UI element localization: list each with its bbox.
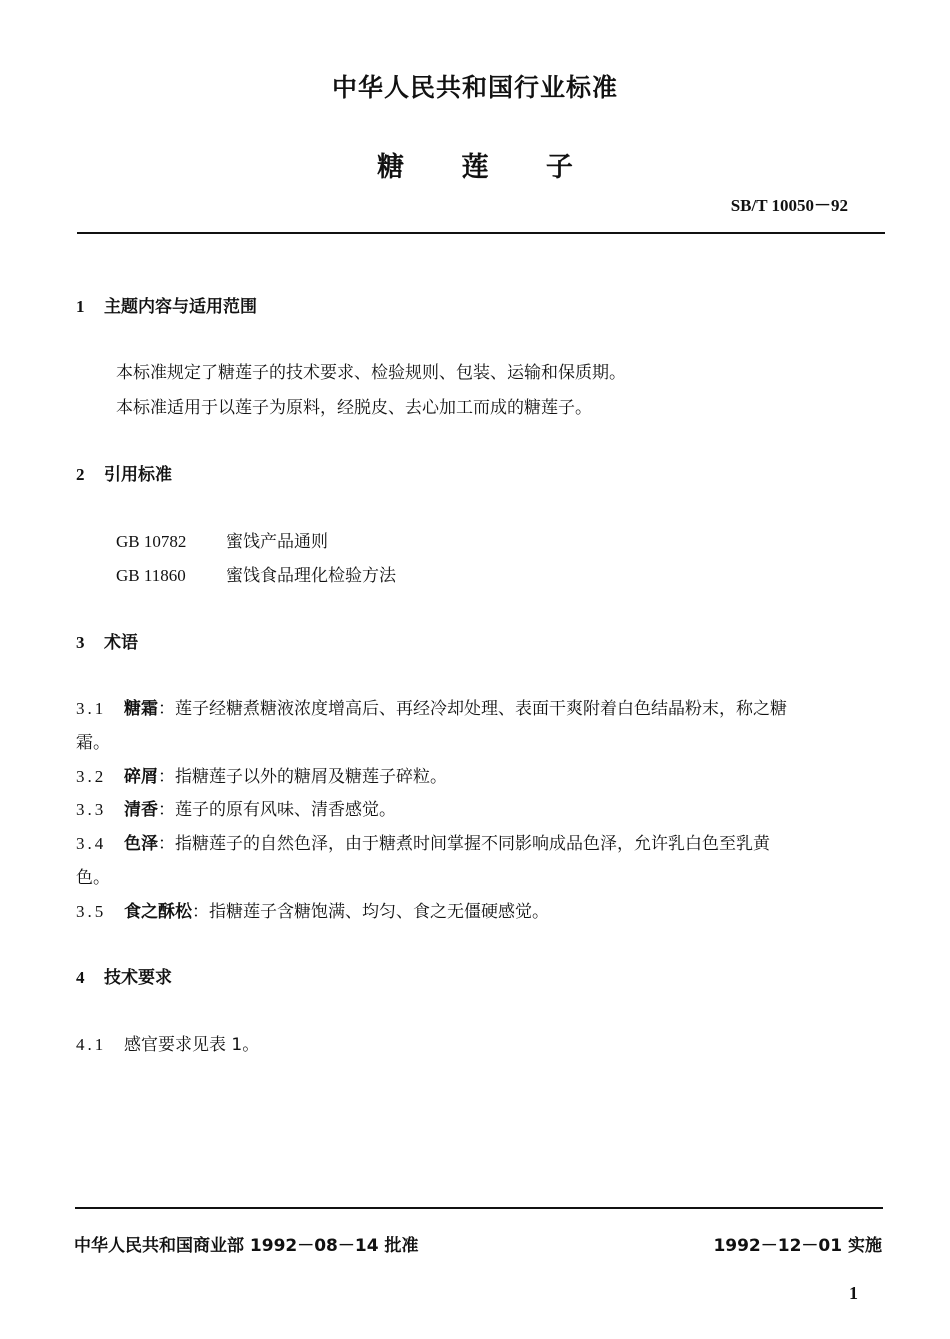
reference-code: GB 10782 [116,532,187,551]
section-3-number: 3 [76,633,85,652]
section-3-title: 术语 [104,633,138,653]
section-1-title: 主题内容与适用范围 [104,297,257,317]
reference-name: 蜜饯产品通则 [226,532,328,552]
term-number: 3.3 [76,800,107,819]
term-definition: ：指糖莲子含糖饱满、均匀、食之无僵硬感觉。 [192,902,549,922]
section-1-paragraph-2: 本标准适用于以莲子为原料，经脱皮、去心加工而成的糖莲子。 [116,398,592,418]
term-number: 3.4 [76,834,107,853]
term-definition: ：指糖莲子以外的糖屑及糖莲子碎粒。 [158,767,447,787]
reference-code: GB 11860 [116,566,186,585]
section-2-title: 引用标准 [104,465,172,485]
reference-name: 蜜饯食品理化检验方法 [226,566,396,586]
section-4-number: 4 [76,968,85,987]
term-number: 3.5 [76,902,107,921]
term-3-4 [76,829,770,854]
section-4-heading [76,963,172,988]
approval-line: 中华人民共和国商业部 1992－08－14 批准 [74,1236,419,1256]
term-number: 3.2 [76,767,107,786]
term-name: 清香 [124,800,158,820]
term-number: 3.1 [76,699,107,718]
section-3-heading [76,628,138,653]
clause-number: 4.1 [76,1035,107,1054]
term-definition: ：莲子经糖煮糖液浓度增高后、再经冷却处理、表面干爽附着白色结晶粉末，称之糖 [158,699,787,719]
term-3-1 [76,694,787,719]
term-3-1-continuation: 霜。 [76,733,110,753]
document-title: 糖 莲 子 [377,152,597,183]
bottom-divider [75,1207,883,1209]
term-name: 糖霜 [124,699,158,719]
term-definition: ：指糖莲子的自然色泽，由于糖煮时间掌握不同影响成品色泽，允许乳白色至乳黄 [158,834,770,854]
effective-date: 1992－12－01 实施 [713,1236,882,1256]
section-1-paragraph-1: 本标准规定了糖莲子的技术要求、检验规则、包装、运输和保质期。 [116,363,626,383]
standard-header-title: 中华人民共和国行业标准 [331,73,618,102]
section-2-number: 2 [76,465,85,484]
term-name: 色泽 [124,834,158,854]
term-name: 食之酥松 [124,902,192,922]
term-3-4-continuation: 色。 [76,868,110,888]
reference-item [116,527,328,552]
term-3-3 [76,795,396,820]
section-1-number: 1 [76,297,85,316]
section-2-heading [76,460,172,485]
term-3-5 [76,897,549,922]
clause-4-1 [76,1030,259,1055]
top-divider [77,232,885,234]
page-number: 1 [849,1283,858,1303]
term-3-2 [76,762,447,787]
clause-text: 感官要求见表 1。 [124,1035,260,1055]
standard-code: SB/T 10050－92 [730,196,848,215]
term-definition: ：莲子的原有风味、清香感觉。 [158,800,396,820]
section-1-heading [76,292,257,317]
reference-item [116,561,396,586]
section-4-title: 技术要求 [104,968,172,988]
term-name: 碎屑 [124,767,158,787]
